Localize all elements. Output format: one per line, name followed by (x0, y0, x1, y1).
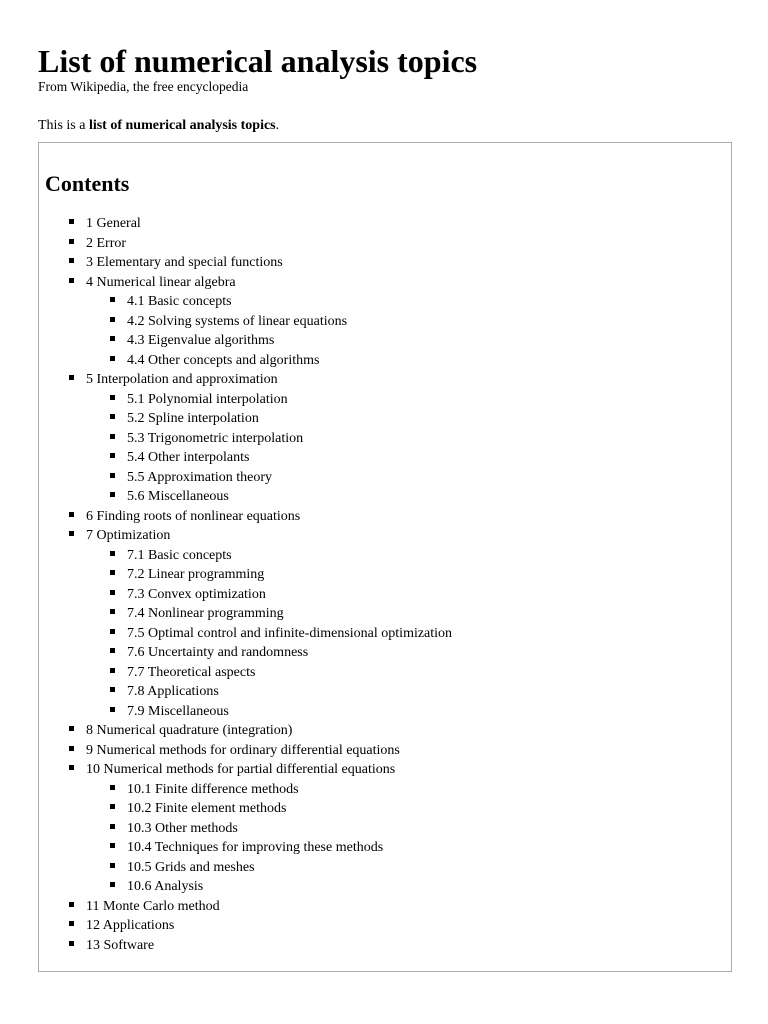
table-of-contents (38, 142, 732, 972)
toc-item[interactable]: 9 Numerical methods for ordinary differential equations (67, 741, 452, 761)
toc-item[interactable]: 6 Finding roots of nonlinear equations (67, 507, 452, 527)
toc-item[interactable]: 7.9 Miscellaneous (108, 702, 452, 722)
toc-item[interactable]: 4.4 Other concepts and algorithms (108, 351, 452, 371)
toc-item[interactable]: 12 Applications (67, 916, 452, 936)
toc-item[interactable]: 5.3 Trigonometric interpolation (108, 429, 452, 449)
intro-paragraph (38, 117, 738, 135)
page-title: List of numerical analysis topics (38, 43, 478, 79)
toc-item[interactable]: 7.8 Applications (108, 682, 452, 702)
toc-item[interactable]: 2 Error (67, 234, 452, 254)
article (38, 0, 738, 953)
toc-item[interactable]: 7.7 Theoretical aspects (108, 663, 452, 683)
toc-item[interactable]: 7 Optimization (67, 526, 452, 546)
toc-title: Contents (45, 171, 130, 196)
toc-item[interactable]: 5.6 Miscellaneous (108, 487, 452, 507)
toc-item[interactable]: 8 Numerical quadrature (integration) (67, 721, 452, 741)
toc-list (67, 214, 452, 955)
toc-item[interactable]: 5.2 Spline interpolation (108, 409, 452, 429)
toc-item[interactable]: 10 Numerical methods for partial differential equations (67, 760, 452, 780)
toc-item[interactable]: 7.5 Optimal control and infinite-dimensional optimization (108, 624, 452, 644)
intro-bold: list of numerical analysis topics (88, 118, 276, 133)
toc-item[interactable]: 10.3 Other methods (108, 819, 452, 839)
toc-item[interactable]: 7.2 Linear programming (108, 565, 452, 585)
intro-suffix: . (275, 118, 280, 133)
toc-item[interactable]: 7.3 Convex optimization (108, 585, 452, 605)
toc-item[interactable]: 10.2 Finite element methods (108, 799, 452, 819)
toc-item[interactable]: 3 Elementary and special functions (67, 253, 452, 273)
toc-item[interactable]: 5.5 Approximation theory (108, 468, 452, 488)
toc-item[interactable]: 4 Numerical linear algebra (67, 273, 452, 293)
page-subtitle: From Wikipedia, the free encyclopedia (38, 79, 249, 94)
toc-item[interactable]: 1 General (67, 214, 452, 234)
toc-item[interactable]: 10.5 Grids and meshes (108, 858, 452, 878)
toc-item[interactable]: 7.1 Basic concepts (108, 546, 452, 566)
toc-item[interactable]: 13 Software (67, 936, 452, 956)
toc-item[interactable]: 10.6 Analysis (108, 877, 452, 897)
toc-item[interactable]: 5 Interpolation and approximation (67, 370, 452, 390)
toc-item[interactable]: 5.4 Other interpolants (108, 448, 452, 468)
toc-item[interactable]: 4.3 Eigenvalue algorithms (108, 331, 452, 351)
toc-item[interactable]: 11 Monte Carlo method (67, 897, 452, 917)
toc-item[interactable]: 4.2 Solving systems of linear equations (108, 312, 452, 332)
toc-item[interactable]: 7.6 Uncertainty and randomness (108, 643, 452, 663)
toc-item[interactable]: 4.1 Basic concepts (108, 292, 452, 312)
toc-item[interactable]: 10.1 Finite difference methods (108, 780, 452, 800)
toc-item[interactable]: 10.4 Techniques for improving these methods (108, 838, 452, 858)
toc-item[interactable]: 5.1 Polynomial interpolation (108, 390, 452, 410)
toc-item[interactable]: 7.4 Nonlinear programming (108, 604, 452, 624)
intro-prefix: This is a (38, 118, 89, 133)
